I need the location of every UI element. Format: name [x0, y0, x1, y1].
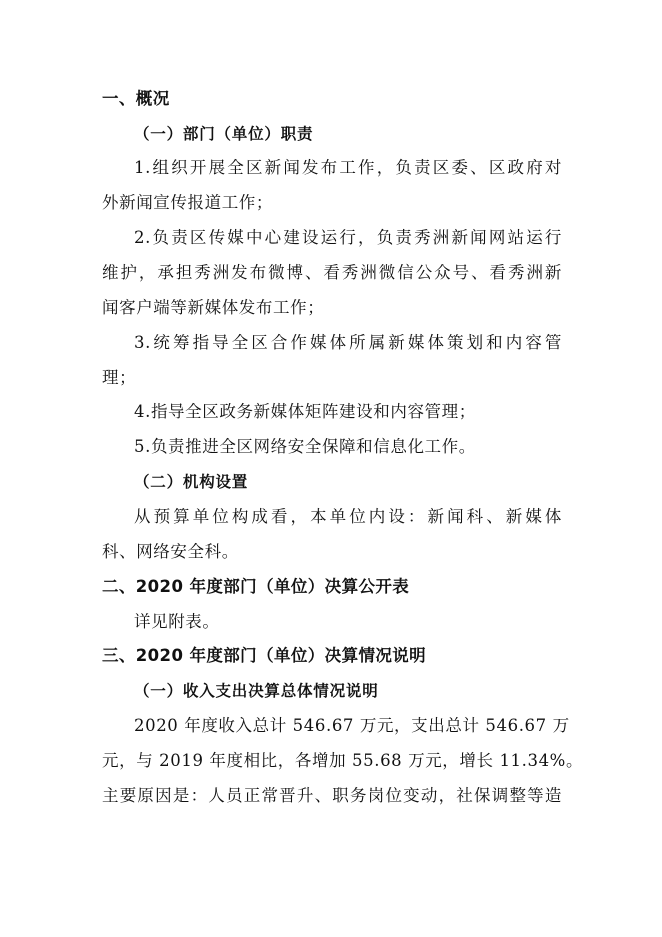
organization-line-2: 科、网络安全科。	[102, 542, 239, 561]
organization-line-1: 从预算单位构成看，本单位内设：新闻科、新媒体	[134, 507, 562, 526]
duty-2-line-3: 闻客户端等新媒体发布工作；	[102, 298, 325, 317]
income-line-2: 元，与 2019 年度相比，各增加 55.68 万元，增长 11.34%。	[102, 751, 584, 770]
duty-1-line-1: 1.组织开展全区新闻发布工作，负责区委、区政府对	[134, 158, 562, 177]
duty-2-line-1: 2.负责区传媒中心建设运行，负责秀洲新闻网站运行	[134, 228, 562, 247]
heading-overview: 一、概况	[102, 89, 170, 108]
duty-2-line-2: 维护，承担秀洲发布微博、看秀洲微信公众号、看秀洲新	[102, 263, 562, 282]
heading-final-accounts-explanation: 三、2020 年度部门（单位）决算情况说明	[102, 646, 427, 665]
income-line-1: 2020 年度收入总计 546.67 万元，支出总计 546.67 万	[134, 716, 570, 735]
duty-3-line-1: 3.统筹指导全区合作媒体所属新媒体策划和内容管	[134, 333, 562, 352]
duty-4: 4.指导全区政务新媒体矩阵建设和内容管理；	[134, 402, 476, 421]
duty-5: 5.负责推进全区网络安全保障和信息化工作。	[134, 437, 476, 456]
duty-3-line-2: 理；	[102, 368, 137, 387]
subheading-duties: （一）部门（单位）职责	[134, 125, 314, 143]
duty-1-line-2: 外新闻宣传报道工作；	[102, 193, 273, 212]
tables-note: 详见附表。	[134, 612, 220, 631]
income-line-3: 主要原因是：人员正常晋升、职务岗位变动，社保调整等造	[102, 786, 562, 805]
heading-final-accounts-tables: 二、2020 年度部门（单位）决算公开表	[102, 577, 410, 596]
subheading-income-expenditure: （一）收入支出决算总体情况说明	[134, 682, 379, 700]
subheading-organization: （二）机构设置	[134, 473, 249, 491]
